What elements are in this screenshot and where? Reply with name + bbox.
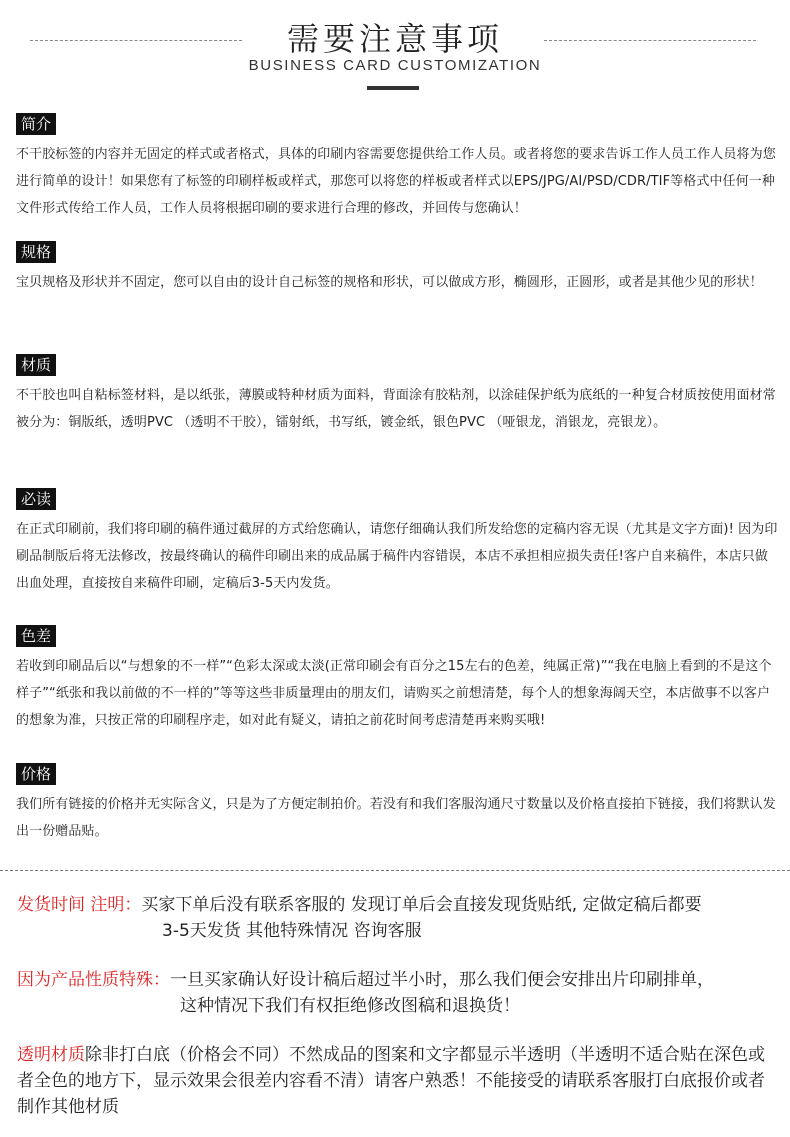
section-must-read	[16, 488, 778, 597]
header-underline	[367, 86, 419, 90]
notice-text: 3-5天发货 其他特殊情况 咨询客服	[162, 921, 422, 941]
notice-label: 透明材质	[17, 1045, 85, 1065]
section-tag: 价格	[16, 763, 56, 785]
section-text: 在正式印刷前，我们将印刷的稿件通过截屏的方式给您确认，请您仔细确认我们所发给您的定稿内容无误（尤其是文字方面)! 因为印刷品制版后将无法修改，按最终确认的稿件印刷出来的成品属于稿件内容错误，本店不承担相应损失责任!客户自来稿件，本店只做出血处理，直接按自来稿件印刷，定稿后3-5天内发货。	[16, 522, 778, 591]
section-price	[16, 763, 778, 845]
notice-shipping	[17, 892, 777, 944]
section-text: 宝贝规格及形状并不固定，您可以自由的设计自己标签的规格和形状，可以做成方形，椭圆形，正圆形，或者是其他少见的形状！	[16, 275, 763, 290]
section-text: 不干胶标签的内容并无固定的样式或者格式，具体的印刷内容需要您提供给工作人员。或者将您的要求告诉工作人员工作人员将为您进行简单的设计！如果您有了标签的印刷样板或样式，那您可以将您的样板或者样式以EPS/JPG/AI/PSD/CDR/TIF等格式中任何一种文件形式传给工作人员，工作人员将根据印刷的要求进行合理的修改，并回传与您确认！	[16, 147, 776, 216]
section-intro	[16, 113, 778, 222]
section-text: 若收到印刷品后以“与想象的不一样”“色彩太深或太淡(正常印刷会有百分之15左右的色差，纯属正常)”“我在电脑上看到的不是这个样子”“纸张和我以前做的不一样的”等等这些非质量理由的朋友们，请购买之前想清楚，每个人的想象海阔天空，本店做事不以客户的想象为准，只按正常的印刷程序走，如对此有疑义，请拍之前花时间考虑清楚再来购买哦!	[16, 659, 772, 728]
section-color-diff	[16, 625, 778, 734]
section-tag: 简介	[16, 113, 56, 135]
notice-text: 这种情况下我们有权拒绝修改图稿和退换货！	[180, 996, 520, 1016]
section-tag: 规格	[16, 241, 56, 263]
section-tag: 材质	[16, 354, 56, 376]
page-title: 需要注意事项	[286, 20, 503, 58]
section-divider	[0, 870, 790, 871]
section-text: 不干胶也叫自粘标签材料，是以纸张，薄膜或特种材质为面料，背面涂有胶粘剂，以涂硅保护纸为底纸的一种复合材质按使用面材常被分为：铜版纸，透明PVC （透明不干胶），镭射纸，书写纸，镀金纸，银色PVC （哑银龙，消银龙，亮银龙）。	[16, 388, 776, 430]
section-tag: 必读	[16, 488, 56, 510]
section-material	[16, 354, 778, 436]
section-tag: 色差	[16, 625, 56, 647]
notice-label: 因为产品性质特殊：	[17, 970, 170, 990]
notice-label: 发货时间 注明：	[17, 895, 142, 915]
notice-text: 除非打白底（价格会不同）不然成品的图案和文字都显示半透明（半透明不适合贴在深色或者全色的地方下，显示效果会很差内容看不清）请客户熟悉！不能接受的请联系客服打白底报价或者制作其他材质	[17, 1045, 765, 1117]
section-spec	[16, 241, 778, 296]
notice-transparent	[17, 1042, 777, 1120]
page-subtitle: BUSINESS CARD CUSTOMIZATION	[248, 57, 542, 74]
page-header	[0, 0, 790, 100]
notice-text: 一旦买家确认好设计稿后超过半小时，那么我们便会安排出片印刷排单，	[170, 970, 714, 990]
notice-special	[17, 967, 777, 1019]
section-text: 我们所有链接的价格并无实际含义，只是为了方便定制拍价。若没有和我们客服沟通尺寸数量以及价格直接拍下链接，我们将默认发出一份赠品贴。	[16, 797, 776, 839]
notice-text: 买家下单后没有联系客服的 发现订单后会直接发现货贴纸, 定做定稿后都要	[141, 895, 702, 915]
